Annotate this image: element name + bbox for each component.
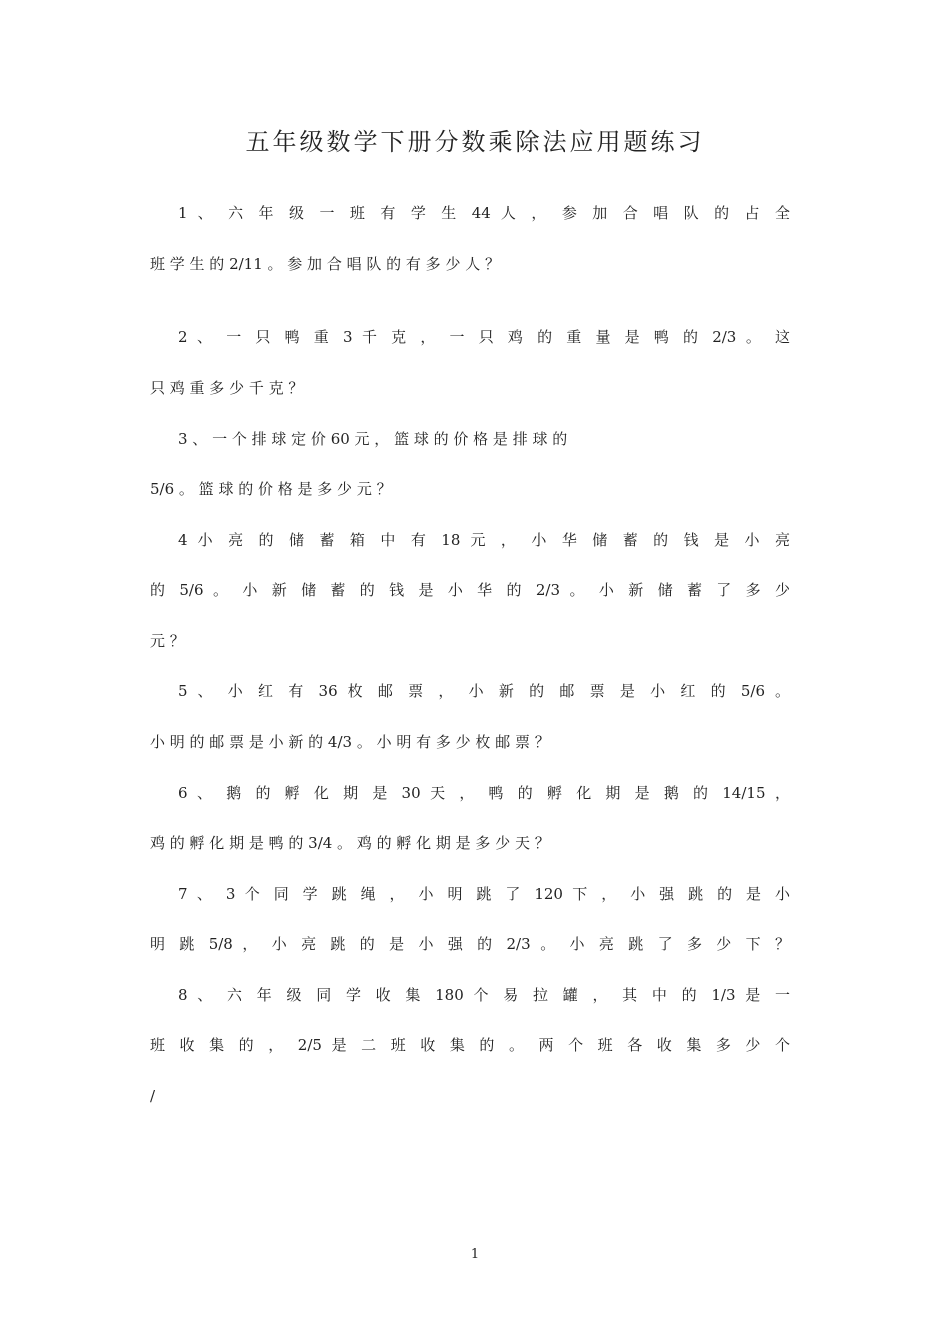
text-line: 8 、 六 年 级 同 学 收 集 180 个 易 拉 罐 ， 其 中 的 1/3 是 一 <box>178 986 790 1004</box>
text-line: 7 、 3 个 同 学 跳 绳 ， 小 明 跳 了 120 下 ， 小 强 跳 的 是 小 <box>178 885 790 903</box>
text-line: 的 5/6 。 小 新 储 蓄 的 钱 是 小 华 的 2/3 。 小 新 储 蓄 了 多 少 <box>150 581 790 599</box>
text-line: / <box>150 1087 156 1105</box>
text-line: 5/6 。 篮 球 的 价 格 是 多 少 元 ？ <box>150 480 392 498</box>
text-line: 班 学 生 的 2/11 。 参 加 合 唱 队 的 有 多 少 人 ？ <box>150 255 500 273</box>
text-line: 5 、 小 红 有 36 枚 邮 票 ， 小 新 的 邮 票 是 小 红 的 5/6 。 <box>178 682 790 700</box>
text-line: 2 、 一 只 鸭 重 3 千 克 ， 一 只 鸡 的 重 量 是 鸭 的 2/3 。 这 <box>178 328 790 346</box>
text-line: 1 、 六 年 级 一 班 有 学 生 44 人 ， 参 加 合 唱 队 的 占 全 <box>178 204 790 222</box>
text-line: 明 跳 5/8 ， 小 亮 跳 的 是 小 强 的 2/3 。 小 亮 跳 了 多 少 下 ？ <box>150 935 790 953</box>
text-line: 4 小 亮 的 储 蓄 箱 中 有 18 元 ， 小 华 储 蓄 的 钱 是 小 亮 <box>178 531 790 549</box>
text-line: 只 鸡 重 多 少 千 克 ？ <box>150 379 304 397</box>
text-line: 班 收 集 的 ， 2/5 是 二 班 收 集 的 。 两 个 班 各 收 集 多 少 个 <box>150 1036 790 1054</box>
page-number: 1 <box>470 1247 480 1262</box>
text-line: 鸡 的 孵 化 期 是 鸭 的 3/4 。 鸡 的 孵 化 期 是 多 少 天 ？ <box>150 834 550 852</box>
document-title: 五年级数学下册分数乘除法应用题练习 <box>245 128 705 156</box>
text-line: 元 ？ <box>150 632 185 650</box>
text-line: 小 明 的 邮 票 是 小 新 的 4/3 。 小 明 有 多 少 枚 邮 票 ？ <box>150 733 550 751</box>
text-line: 3 、 一 个 排 球 定 价 60 元 ， 篮 球 的 价 格 是 排 球 的 <box>178 430 568 448</box>
text-line: 6 、 鹅 的 孵 化 期 是 30 天 ， 鸭 的 孵 化 期 是 鹅 的 14/15 ， <box>178 784 790 802</box>
